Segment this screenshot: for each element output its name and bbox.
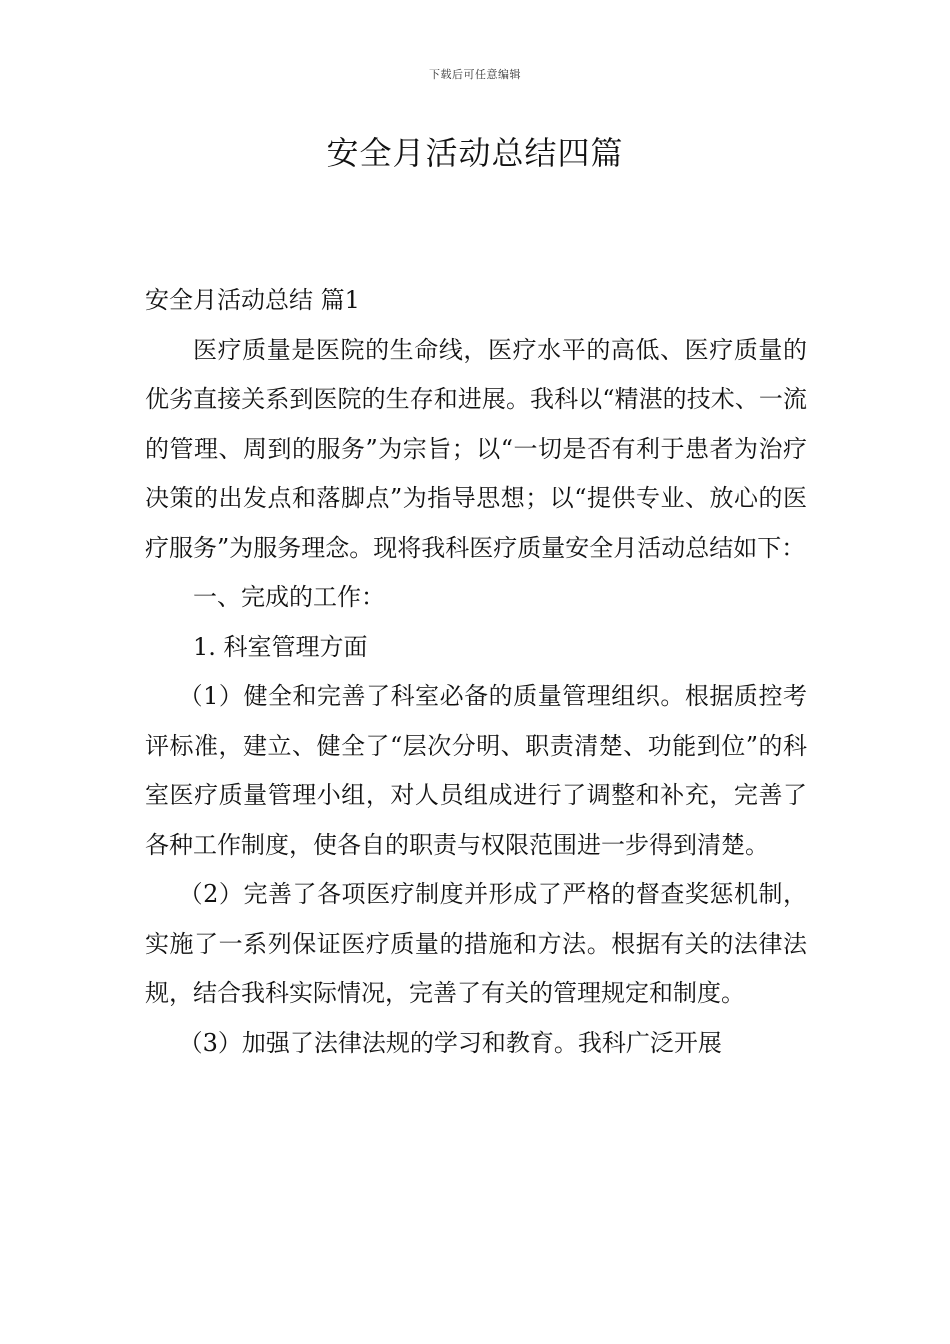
- paragraph-department-management-heading: 1. 科室管理方面: [193, 632, 368, 661]
- paragraph-item-2: （2）完善了各项医疗制度并形成了严格的督查奖惩机制，实施了一系列保证医疗质量的措施和方法。根据有关的法律法规，结合我科实际情况，完善了有关的管理规定和制度。: [145, 880, 807, 1007]
- paragraph-item-1: （1）健全和完善了科室必备的质量管理组织。根据质控考评标准，建立、健全了“层次分明、职责清楚、功能到位”的科室医疗质量管理小组，对人员组成进行了调整和补充，完善了各种工作制度，使各自的职责与权限范围进一步得到清楚。: [145, 682, 807, 859]
- page-header-note: 下载后可任意编辑: [429, 68, 521, 81]
- paragraph-completed-work-heading: 一、完成的工作：: [193, 583, 385, 611]
- section-heading: 安全月活动总结 篇1: [145, 286, 360, 314]
- document-body: [145, 276, 807, 1068]
- paragraph-item-3: （3）加强了法律法规的学习和教育。我科广泛开展: [178, 1028, 722, 1057]
- paragraph-intro: 医疗质量是医院的生命线，医疗水平的高低、医疗质量的优劣直接关系到医院的生存和进展。我科以“精湛的技术、一流的管理、周到的服务”为宗旨；以“一切是否有利于患者为治疗决策的出发点和落脚点”为指导思想；以“提供专业、放心的医疗服务”为服务理念。现将我科医疗质量安全月活动总结如下：: [145, 335, 807, 562]
- document-title: 安全月活动总结四篇: [326, 134, 624, 172]
